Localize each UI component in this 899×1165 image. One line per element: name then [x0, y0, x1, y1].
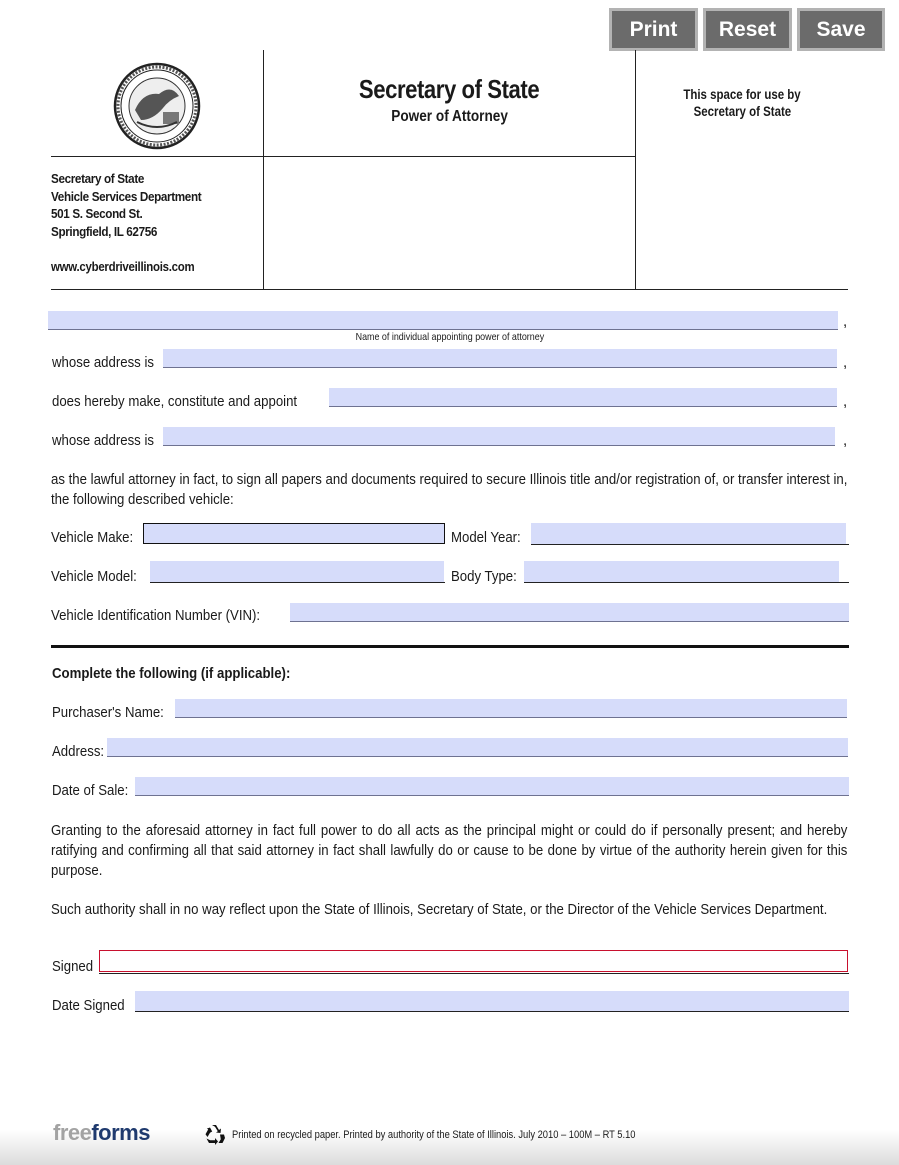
granting-paragraph: [51, 821, 848, 881]
model-year-underline: [531, 544, 849, 545]
purchaser-name-input[interactable]: [175, 699, 847, 718]
signed-label: Signed: [52, 958, 94, 975]
vehicle-model-label: Vehicle Model:: [51, 568, 137, 585]
office-use-line: This space for use by: [683, 87, 801, 102]
signature-underline: [99, 973, 849, 974]
comma: ,: [843, 313, 848, 330]
signature-input[interactable]: [99, 950, 848, 972]
principal-name-caption-text: Name of individual appointing power of attorney: [355, 331, 544, 343]
purchaser-address-input[interactable]: [107, 738, 848, 757]
principal-address-input[interactable]: [163, 349, 837, 368]
office-use-line: Secretary of State: [693, 104, 791, 119]
logo-free: free: [53, 1120, 92, 1145]
vehicle-make-input[interactable]: [143, 523, 445, 544]
page-title-text: Secretary of State: [359, 74, 540, 104]
attorney-name-label: does hereby make, constitute and appoint: [52, 393, 298, 410]
vehicle-model-underline: [150, 582, 445, 583]
reset-button[interactable]: Reset: [703, 8, 792, 51]
date-of-sale-input[interactable]: [135, 777, 849, 796]
date-of-sale-label: Date of Sale:: [52, 782, 129, 799]
attorney-address-input[interactable]: [163, 427, 835, 446]
website-link[interactable]: www.cyberdriveillinois.com: [51, 259, 195, 274]
address-line: Secretary of State: [51, 171, 145, 186]
comma: ,: [843, 393, 848, 410]
comma: ,: [843, 354, 848, 371]
date-signed-label: Date Signed: [52, 997, 125, 1014]
recycle-icon: [203, 1122, 227, 1146]
vehicle-model-input[interactable]: [150, 561, 444, 582]
granting-paragraph-text: Granting to the aforesaid attorney in fact full power to do all acts as the principal might or could do if personally present; and hereby ratifying and confirming all that said attorney in fact shall lawfully do or cause to be done by virtue of the authority herein given for this purpose.: [51, 822, 848, 879]
principal-name-caption: [264, 331, 635, 343]
date-signed-input[interactable]: [135, 991, 849, 1012]
attorney-name-input[interactable]: [329, 388, 837, 407]
address-line: 501 S. Second St.: [51, 206, 143, 221]
body-type-input[interactable]: [524, 561, 839, 582]
purchaser-address-label: Address:: [52, 743, 105, 760]
header-divider: [51, 156, 635, 157]
page-subtitle: [264, 108, 635, 126]
page-title: [264, 74, 635, 105]
illinois-seal-icon: [113, 62, 201, 150]
body-type-underline: [524, 582, 849, 583]
department-address: [51, 170, 218, 240]
purpose-paragraph: [51, 470, 848, 510]
section-divider: [51, 645, 849, 648]
model-year-input[interactable]: [531, 523, 846, 544]
save-button[interactable]: Save: [797, 8, 885, 51]
header-divider: [51, 289, 848, 290]
section-heading: Complete the following (if applicable):: [52, 665, 291, 682]
address-line: Springfield, IL 62756: [51, 223, 158, 239]
purpose-paragraph-text: as the lawful attorney in fact, to sign all papers and documents required to secure Illinois title and/or registration of, or transfer interest in, the following described vehicle:: [51, 471, 848, 508]
disclaimer-paragraph-text: Such authority shall in no way reflect upon the State of Illinois, Secretary of State, or the Director of the Vehicle Services Department.: [51, 901, 828, 918]
comma: ,: [843, 432, 848, 449]
principal-name-input[interactable]: [48, 311, 838, 330]
disclaimer-paragraph: [51, 900, 848, 920]
vin-label: Vehicle Identification Number (VIN):: [51, 607, 261, 624]
address-line: Vehicle Services Department: [51, 188, 202, 204]
vehicle-make-label: Vehicle Make:: [51, 529, 134, 546]
body-type-label: Body Type:: [451, 568, 517, 585]
purchaser-name-label: Purchaser's Name:: [52, 704, 164, 721]
freeforms-logo: [53, 1120, 150, 1146]
model-year-label: Model Year:: [451, 529, 521, 546]
page-subtitle-text: Power of Attorney: [391, 108, 508, 125]
attorney-address-label: whose address is: [52, 432, 154, 449]
print-note: Printed on recycled paper. Printed by authority of the State of Illinois. July 2010 – 100M – RT 5.10: [232, 1129, 636, 1141]
vin-input[interactable]: [290, 603, 849, 622]
print-button[interactable]: Print: [609, 8, 698, 51]
office-use-note: [636, 86, 848, 120]
logo-forms: forms: [91, 1120, 150, 1145]
principal-address-label: whose address is: [52, 354, 154, 371]
